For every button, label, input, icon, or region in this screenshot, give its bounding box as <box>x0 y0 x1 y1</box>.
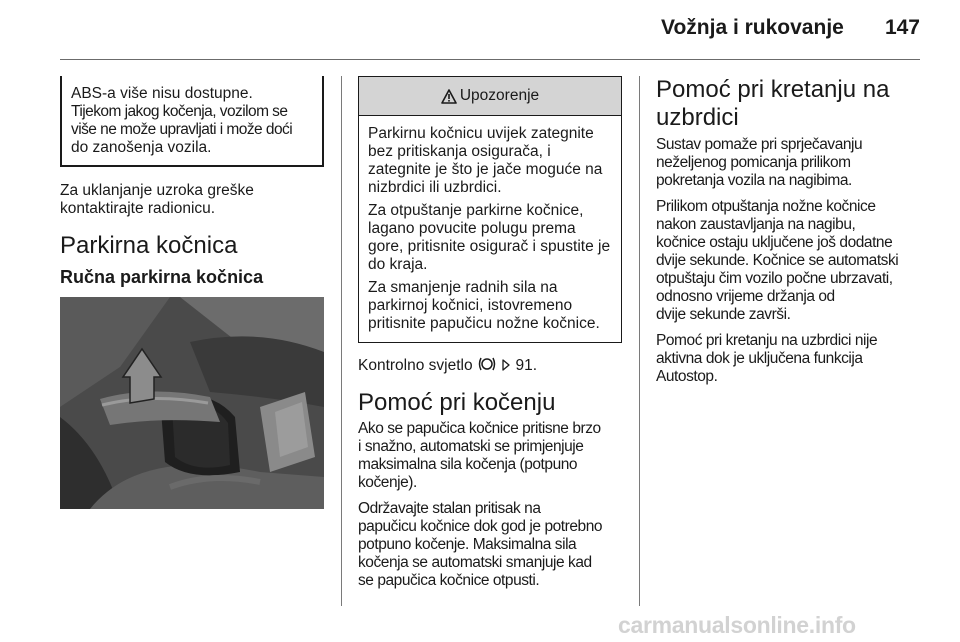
text-line: odnosno vrijeme držanja od <box>656 288 835 305</box>
indicator-prefix: Kontrolno svjetlo <box>358 357 473 374</box>
text-line: kočnice ostaju uključene još dodatne <box>656 234 893 251</box>
text-line: dvije sekunde završi. <box>656 306 791 323</box>
warning-title: Upozorenje <box>459 87 540 104</box>
column-middle <box>358 76 622 598</box>
text-line: se papučica kočnice otpusti. <box>358 572 540 589</box>
text-line: kočenja se automatski smanjuje kad <box>358 554 592 571</box>
header-divider <box>60 59 920 60</box>
indicator-page-ref: 91. <box>515 357 538 374</box>
page-header-title: Vožnja i rukovanje <box>661 16 844 39</box>
section-title: Pomoć pri kočenju <box>358 389 556 416</box>
continued-note-box <box>60 76 324 167</box>
body-paragraph: Za uklanjanje uzroka greške kontaktirajte radionicu. <box>60 182 254 217</box>
warning-paragraph: Za otpuštanje parkirne kočnice, lagano povucite polugu prema gore, pritisnite osigurač i spustite je do kraja. <box>368 202 611 273</box>
text-line: neželjenog pomicanja prilikom <box>656 154 851 171</box>
text-line: maksimalna sila kočenja (potpuno <box>358 456 578 473</box>
text-line: kočenje). <box>358 474 417 491</box>
section-title <box>656 76 922 132</box>
text-line: aktivna dok je uključena funkcija <box>656 350 863 367</box>
text-line: dvije sekunde. Kočnice se automatski <box>656 252 899 269</box>
page-reference-arrow-icon <box>501 358 511 372</box>
page-number: 147 <box>884 16 920 39</box>
note-line: do zanošenja vozila. <box>71 139 212 156</box>
warning-paragraph: Parkirnu kočnicu uvijek zategnite bez pritiskanja osigurača, i zategnite je što je jače moguće na nizbrdici ili uzbrdici. <box>368 125 603 196</box>
warning-box <box>358 76 622 343</box>
body-paragraph <box>358 500 622 590</box>
text-line: nakon zaustavljanja na nagibu, <box>656 216 856 233</box>
note-line: ABS-a više nisu dostupne. <box>71 85 253 102</box>
subsection-title: Ručna parkirna kočnica <box>60 267 264 287</box>
text-line: otpuštaju čim vozilo počne ubrzavati, <box>656 270 893 287</box>
warning-header <box>359 77 621 116</box>
text-line: pokretanja vozila na nagibima. <box>656 172 852 189</box>
body-paragraph <box>656 198 922 324</box>
site-watermark: carmanualsonline.info <box>618 612 856 638</box>
title-line: uzbrdici <box>656 104 739 131</box>
body-paragraph <box>656 332 922 386</box>
brake-indicator-icon <box>477 356 497 372</box>
note-line: više ne može upravljati i može doći <box>71 121 293 138</box>
text-line: Prilikom otpuštanja nožne kočnice <box>656 198 876 215</box>
text-line: Održavajte stalan pritisak na <box>358 500 541 517</box>
text-line: potpuno kočenje. Maksimalna sila <box>358 536 577 553</box>
warning-paragraph: Za smanjenje radnih sila na parkirnoj kočnici, istovremeno pritisnite papučicu nožne kočnice. <box>368 279 600 332</box>
column-divider <box>341 76 342 606</box>
column-right <box>656 76 922 394</box>
body-paragraph <box>358 420 622 492</box>
column-left <box>60 76 324 288</box>
parking-brake-illustration <box>60 297 324 509</box>
warning-content <box>359 116 621 342</box>
title-line: Pomoć pri kretanju na <box>656 76 890 103</box>
indicator-reference <box>358 356 622 375</box>
note-line: Tijekom jakog kočenja, vozilom se <box>71 103 288 120</box>
text-line: Autostop. <box>656 368 718 385</box>
body-paragraph <box>656 136 922 190</box>
text-line: papučicu kočnice dok god je potrebno <box>358 518 603 535</box>
section-title: Parkirna kočnica <box>60 232 238 259</box>
text-line: Sustav pomaže pri sprječavanju <box>656 136 863 153</box>
text-line: Ako se papučica kočnice pritisne brzo <box>358 420 601 437</box>
text-line: Pomoć pri kretanju na uzbrdici nije <box>656 332 878 349</box>
text-line: i snažno, automatski se primjenjuje <box>358 438 584 455</box>
warning-triangle-icon <box>441 89 457 104</box>
column-divider <box>639 76 640 606</box>
